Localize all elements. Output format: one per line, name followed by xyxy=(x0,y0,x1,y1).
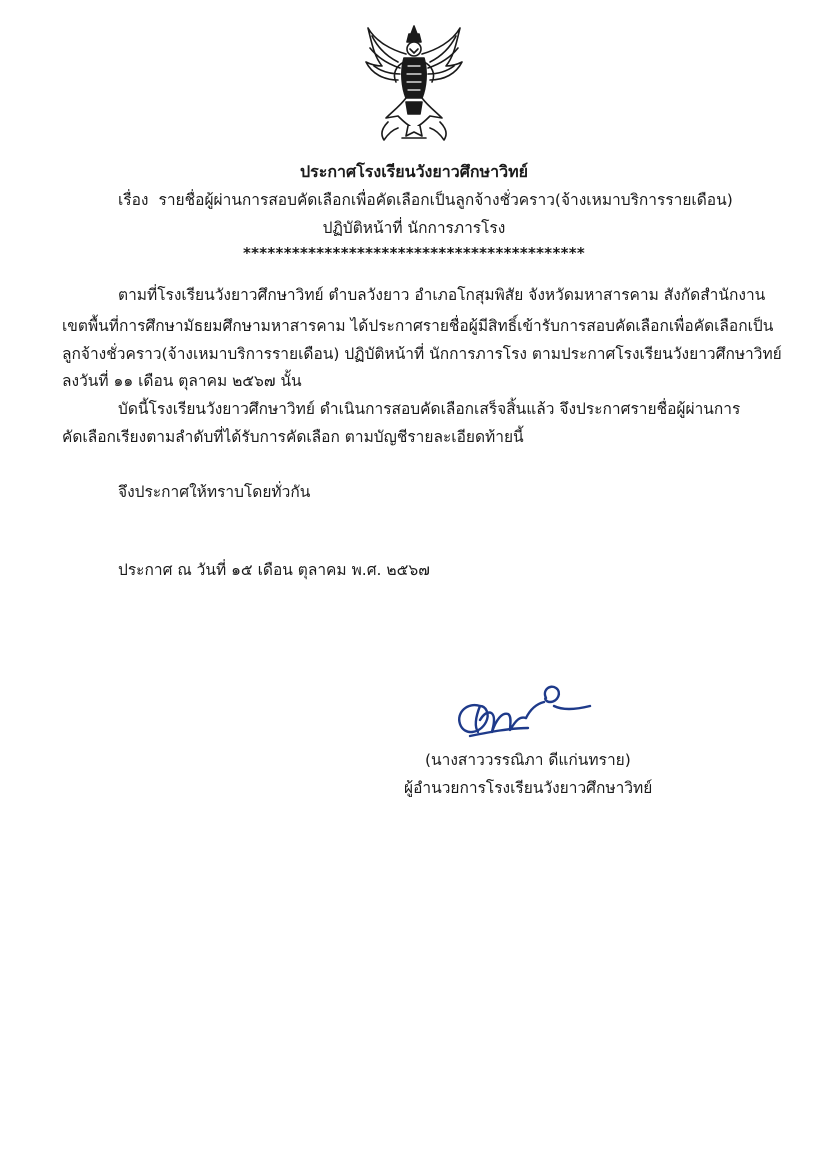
position-line: ปฏิบัติหน้าที่ นักการภารโรง xyxy=(322,219,506,237)
paragraph-2-line-1: บัดนี้โรงเรียนวังยาวศึกษาวิทย์ ดำเนินการสอบคัดเลือกเสร็จสิ้นแล้ว จึงประกาศรายชื่อผู้ผ่านการ xyxy=(118,400,741,418)
signer-title: ผู้อำนวยการโรงเรียนวังยาวศึกษาวิทย์ xyxy=(404,779,653,797)
subject-label: เรื่อง xyxy=(118,191,149,209)
paragraph-1-line-2: เขตพื้นที่การศึกษามัธยมศึกษามหาสารคาม ได้ประกาศรายชื่อผู้มีสิทธิ์เข้ารับการสอบคัดเลือกเพื่อคัดเลือกเป็น xyxy=(62,317,774,335)
signer-name: (นางสาววรรณิภา ดีแก่นทราย) xyxy=(425,751,631,769)
garuda-emblem-icon xyxy=(362,22,466,144)
subject-text: รายชื่อผู้ผ่านการสอบคัดเลือกเพื่อคัดเลือกเป็นลูกจ้างชั่วคราว(จ้างเหมาบริการรายเดือน) xyxy=(158,191,733,209)
separator-stars: ****************************************** xyxy=(242,244,586,262)
paragraph-1-line-1: ตามที่โรงเรียนวังยาวศึกษาวิทย์ ตำบลวังยาว อำเภอโกสุมพิสัย จังหวัดมหาสารคาม สังกัดสำนักงาน xyxy=(118,286,766,304)
subject-line xyxy=(118,190,733,210)
announcement-title: ประกาศโรงเรียนวังยาวศึกษาวิทย์ xyxy=(300,162,528,181)
handwritten-signature xyxy=(450,676,600,744)
closing-statement: จึงประกาศให้ทราบโดยทั่วกัน xyxy=(118,483,311,501)
announcement-date: ประกาศ ณ วันที่ ๑๕ เดือน ตุลาคม พ.ศ. ๒๕๖๗ xyxy=(118,561,430,579)
paragraph-1-line-3: ลูกจ้างชั่วคราว(จ้างเหมาบริการรายเดือน) ปฏิบัติหน้าที่ นักการภารโรง ตามประกาศโรงเรียนวังยาวศึกษาวิทย์ xyxy=(62,345,782,363)
paragraph-2-line-2: คัดเลือกเรียงตามลำดับที่ได้รับการคัดเลือก ตามบัญชีรายละเอียดท้ายนี้ xyxy=(62,428,524,446)
paragraph-1-line-4: ลงวันที่ ๑๑ เดือน ตุลาคม ๒๕๖๗ นั้น xyxy=(62,372,302,390)
